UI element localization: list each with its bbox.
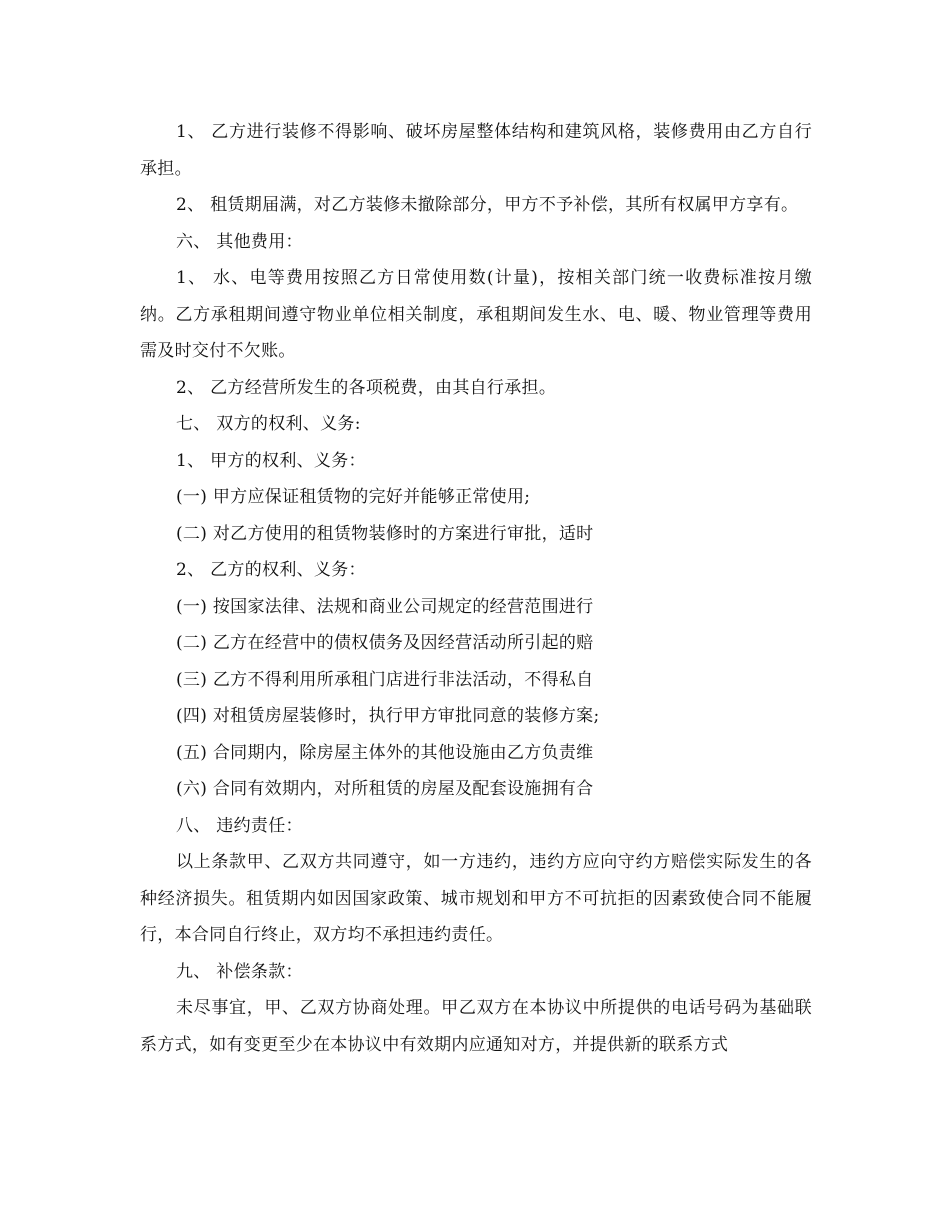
- subsection-heading-party-b: 2、 乙方的权利、义务：: [176, 560, 366, 580]
- section-heading-breach: 八、 违约责任：: [176, 815, 303, 836]
- section-heading-rights-obligations: 七、 双方的权利、义务:: [176, 414, 361, 434]
- clause-paragraph: 以上条款甲、乙双方共同遵守，如一方违约，违约方应向守约方赔偿实际发生的各种经济损失。租赁期内如因国家政策、城市规划和甲方不可抗拒的因素致使合同不能履行，本合同自行终止，双方均不承担违约责任。: [140, 852, 812, 945]
- document-body: [140, 114, 812, 1063]
- list-item: (一) 甲方应保证租赁物的完好并能够正常使用;: [176, 487, 531, 507]
- list-item: (六) 合同有效期内，对所租赁的房屋及配套设施拥有合: [176, 779, 594, 799]
- list-item: (五) 合同期内，除房屋主体外的其他设施由乙方负责维: [176, 742, 594, 763]
- list-item: (三) 乙方不得利用所承租门店进行非法活动，不得私自: [176, 669, 594, 690]
- section-heading-compensation: 九、 补偿条款：: [176, 961, 303, 982]
- list-item: (一) 按国家法律、法规和商业公司规定的经营范围进行: [176, 596, 594, 617]
- list-item: (二) 对乙方使用的租赁物装修时的方案进行审批，适时: [176, 523, 594, 544]
- list-item: (四) 对租赁房屋装修时，执行甲方审批同意的装修方案;: [176, 706, 600, 726]
- clause-paragraph: 1、 水、电等费用按照乙方日常使用数(计量)，按相关部门统一收费标准按月缴纳。乙方承租期间遵守物业单位相关制度，承租期间发生水、电、暖、物业管理等费用需及时交付不欠账。: [140, 268, 812, 361]
- list-item: (二) 乙方在经营中的债权债务及因经营活动所引起的赔: [176, 633, 594, 653]
- clause-paragraph: 2、 租赁期届满，对乙方装修未撤除部分，甲方不予补偿，其所有权属甲方享有。: [176, 195, 799, 215]
- section-heading-other-fees: 六、 其他费用：: [176, 231, 303, 252]
- clause-paragraph: 未尽事宜，甲、乙双方协商处理。甲乙双方在本协议中所提供的电话号码为基础联系方式，如有变更至少在本协议中有效期内应通知对方，并提供新的联系方式: [140, 998, 812, 1055]
- clause-paragraph: 1、 乙方进行装修不得影响、破坏房屋整体结构和建筑风格，装修费用由乙方自行承担。: [140, 122, 812, 179]
- subsection-heading-party-a: 1、 甲方的权利、义务：: [176, 450, 366, 471]
- clause-line: 2、 乙方经营所发生的各项税费，由其自行承担。: [176, 377, 557, 398]
